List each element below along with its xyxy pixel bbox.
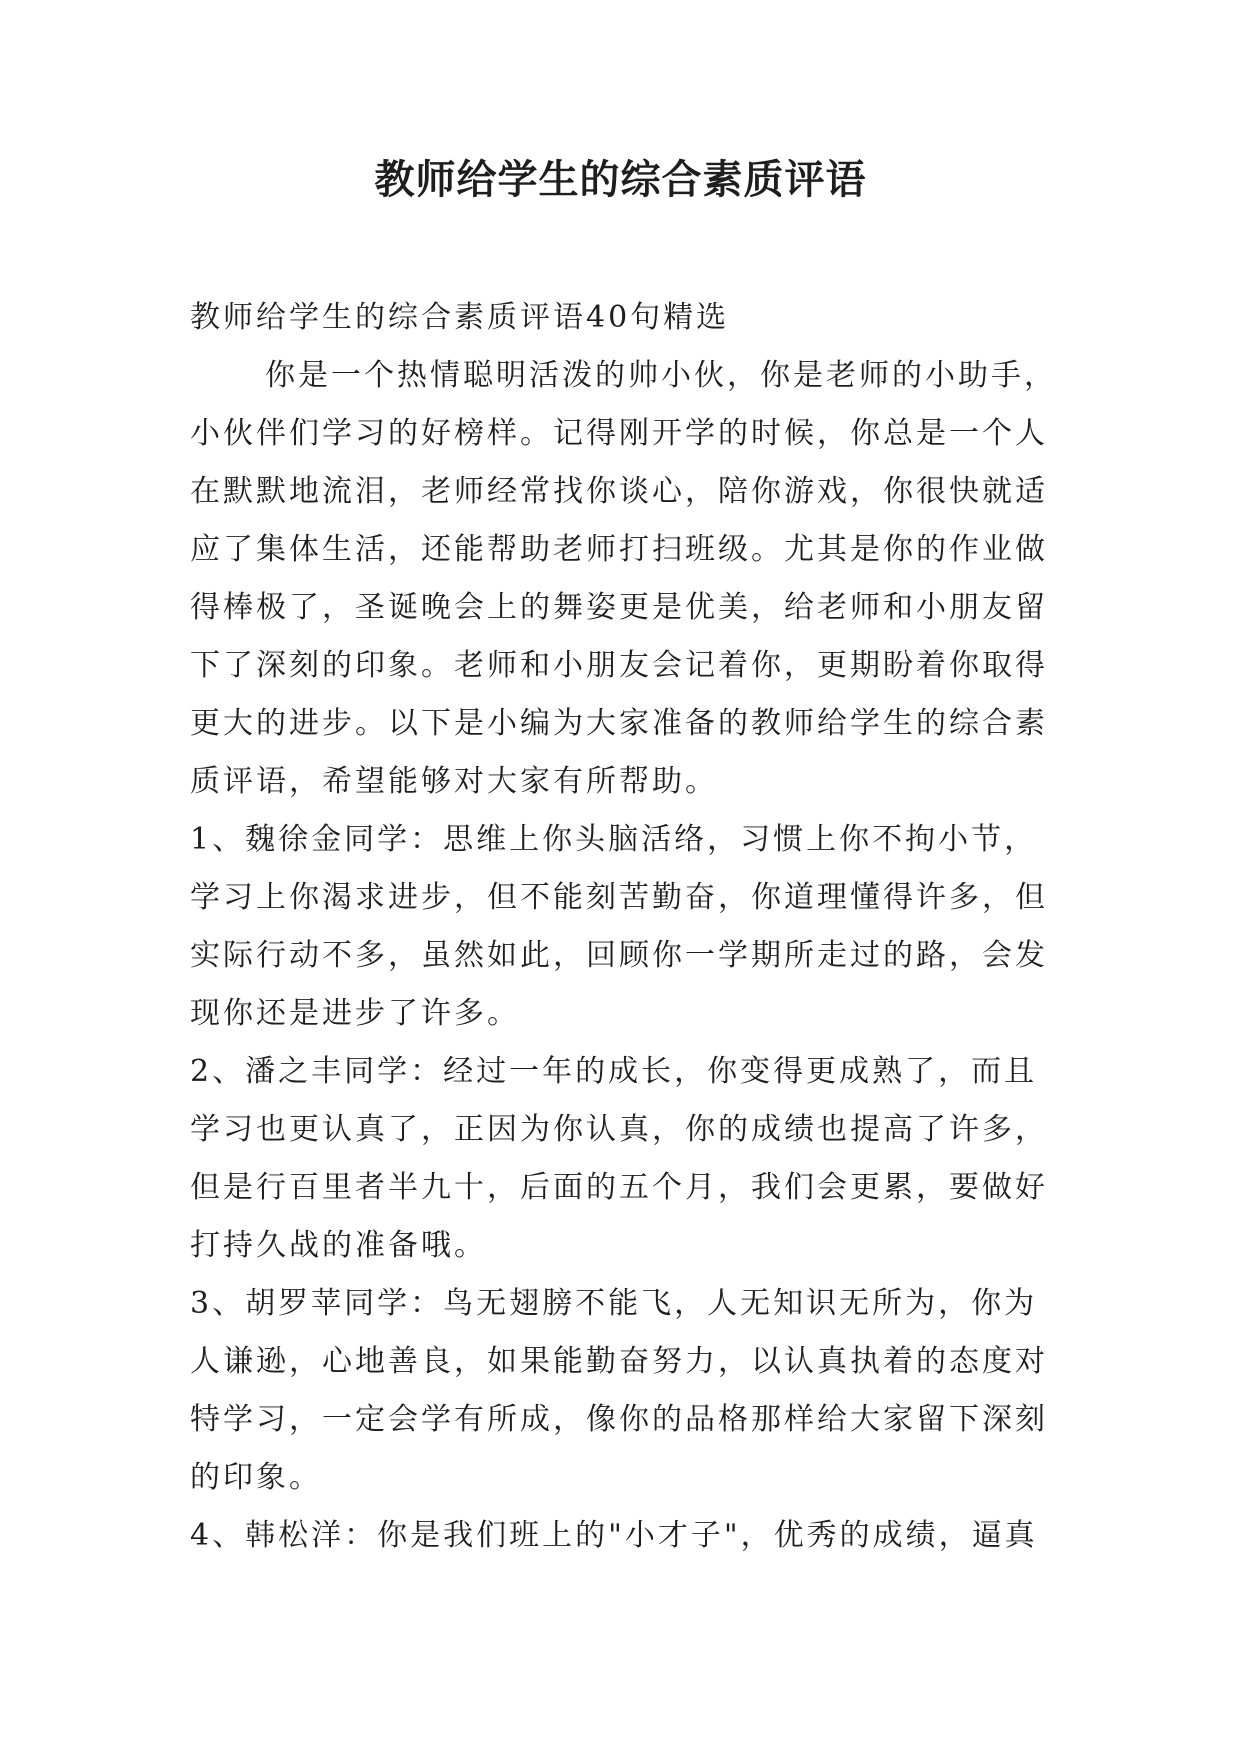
paragraph-line: 但是行百里者半九十，后面的五个月，我们会更累，要做好	[190, 1170, 1048, 1205]
paragraph-line: 学习也更认真了，正因为你认真，你的成绩也提高了许多，	[190, 1112, 1048, 1147]
paragraph-line: 3、胡罗苹同学：鸟无翅膀不能飞，人无知识无所为，你为	[190, 1286, 1038, 1321]
paragraph-line: 实际行动不多，虽然如此，回顾你一学期所走过的路，会发	[190, 938, 1048, 973]
paragraph-line: 人谦逊，心地善良，如果能勤奋努力，以认真执着的态度对	[190, 1344, 1048, 1379]
paragraph-line: 得棒极了，圣诞晚会上的舞姿更是优美，给老师和小朋友留	[190, 590, 1048, 625]
document-body	[190, 289, 1120, 1565]
paragraph-line: 打持久战的准备哦。	[190, 1228, 487, 1263]
paragraph-line: 特学习，一定会学有所成，像你的品格那样给大家留下深刻	[190, 1402, 1048, 1437]
paragraph-line: 在默默地流泪，老师经常找你谈心，陪你游戏，你很快就适	[190, 474, 1048, 509]
paragraph-line: 更大的进步。以下是小编为大家准备的教师给学生的综合素	[190, 706, 1048, 741]
paragraph-line: 你是一个热情聪明活泼的帅小伙，你是老师的小助手，	[265, 358, 1057, 393]
document-title: 教师给学生的综合素质评语	[374, 156, 867, 203]
intro-paragraph	[190, 347, 1120, 811]
paragraph-line: 学习上你渴求进步，但不能刻苦勤奋，你道理懂得许多，但	[190, 880, 1048, 915]
paragraph-line: 下了深刻的印象。老师和小朋友会记着你，更期盼着你取得	[190, 648, 1048, 683]
paragraph-line: 应了集体生活，还能帮助老师打扫班级。尤其是你的作业做	[190, 532, 1048, 567]
comment-item-3	[190, 1275, 1120, 1507]
paragraph-line: 的印象。	[190, 1460, 322, 1495]
comment-item-4	[190, 1507, 1120, 1565]
paragraph-line: 2、潘之丰同学：经过一年的成长，你变得更成熟了，而且	[190, 1054, 1038, 1089]
comment-item-1	[190, 811, 1120, 1043]
paragraph-line: 1、魏徐金同学：思维上你头脑活络，习惯上你不拘小节，	[190, 822, 1038, 857]
comment-item-2	[190, 1043, 1120, 1275]
document-subtitle: 教师给学生的综合素质评语40句精选	[190, 300, 730, 335]
paragraph-line: 小伙伴们学习的好榜样。记得刚开学的时候，你总是一个人	[190, 416, 1048, 451]
paragraph-line: 4、韩松洋：你是我们班上的"小才子"，优秀的成绩，逼真	[190, 1518, 1038, 1553]
paragraph-line: 质评语，希望能够对大家有所帮助。	[190, 764, 718, 799]
paragraph-line: 现你还是进步了许多。	[190, 996, 520, 1031]
